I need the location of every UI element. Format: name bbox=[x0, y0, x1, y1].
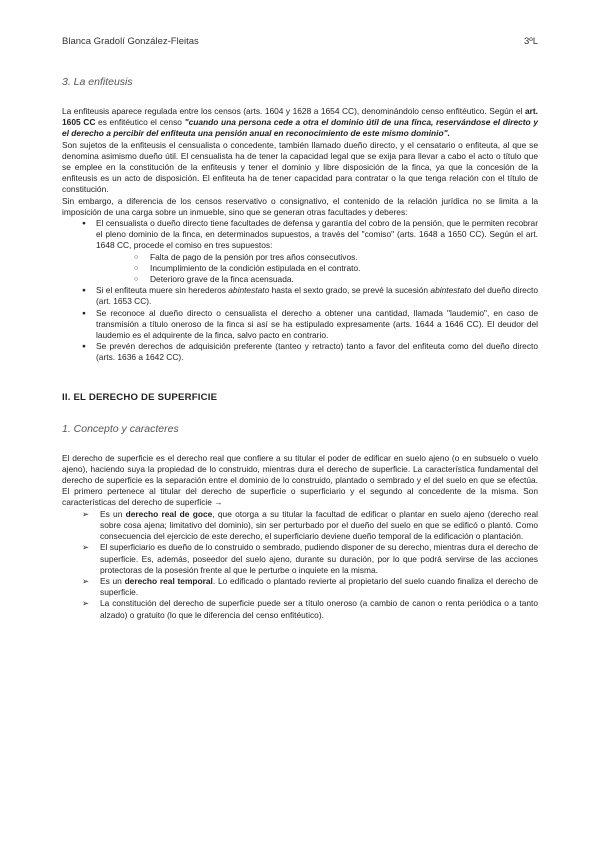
arrow-bullet-icon: ➢ bbox=[82, 542, 90, 553]
enfiteusis-paragraph-2: Son sujetos de la enfiteusis el censualista o concedente, también llamado dueño directo, y el censatario o enfiteuta, al que se denomina asimismo dueño útil. El censualista ha de tener la capacidad legal que se exija para llevar a cabo el acto o título que se emplee en la constitución de la enfiteusis y tener el dominio y libre disposición de la finca, ya que la concesión de la enfiteusis es un acto de disposición. El enfiteuta ha de tener capacidad para contratar o la que tenga relación con el título de constitución. bbox=[62, 139, 538, 195]
arrow-bullet-icon: ➢ bbox=[82, 575, 90, 586]
sub-list-item: ○ Incumplimiento de la condición estipulada en el contrato. bbox=[96, 263, 538, 274]
list-item: ➢ La constitución del derecho de superficie puede ser a título oneroso (a cambio de canon o renta periódica o a tanto alzado) o gratuito (lo que le diferencia del censo enfitéutico). bbox=[82, 598, 538, 620]
header-course: 3ºL bbox=[523, 36, 538, 47]
page-header bbox=[62, 36, 538, 48]
enfiteusis-paragraph-1: La enfiteusis aparece regulada entre los censos (arts. 1604 y 1628 a 1654 CC), denominándolo censo enfitéutico. Según el art. 1605 CC es enfitéutico el censo "cuando una persona cede a otra el dominio útil de una finca, reservándose el directo y el derecho a percibir del enfiteuta una pensión anual en reconocimiento de este mismo dominio". bbox=[62, 106, 538, 139]
enfiteusis-paragraph-3: Sin embargo, a diferencia de los censos reservativo o consignativo, el contenido de la relación jurídica no se limita a la imposición de una carga sobre un inmueble, sino que se generan otras facultades y deberes: bbox=[62, 195, 538, 217]
superficie-arrow-list bbox=[62, 509, 538, 621]
list-item: ● El censualista o dueño directo tiene facultades de defensa y garantía del cobro de la pensión, que le permiten recobrar el pleno dominio de la finca, en determinados supuestos, a través del "comiso" (arts. 1648 a 1650 CC). Según el art. 1648 CC, procede el comiso en tres supuestos: ○ Falta de pago de la pensión por tres años consecutivos. ○ Incumplimiento de la condición estipulada en el contrato. ○ Deterioro grave de la finca acensuada. bbox=[62, 218, 538, 285]
comiso-sublist bbox=[96, 252, 538, 286]
list-item: ➢ Es un derecho real temporal. Lo edificado o plantado revierte al propietario del suelo cuando finaliza el derecho de superficie. bbox=[82, 575, 538, 598]
superficie-paragraph-1: El derecho de superficie es el derecho real que confiere a su titular el poder de edificar en suelo ajeno (o en subsuelo o vuelo ajeno), haciendo suya la propiedad de lo construido, mientras dura el derecho de superficie. La característica fundamental del derecho de superficie es la separación entre el dominio de lo construido, plantado o sembrado y el del suelo en que se efectúa. El primero pertenece al titular del derecho de superficie o superficiario y el segundo al concedente de la misma. Son características del derecho de superficie → bbox=[62, 452, 538, 508]
list-item: ● Si el enfiteuta muere sin herederos abintestato hasta el sexto grado, se prevé la sucesión abintestato del dueño directo (art. 1653 CC). bbox=[62, 285, 538, 307]
arrow-bullet-icon: ➢ bbox=[82, 598, 90, 609]
header-author: Blanca Gradolí González-Fleitas bbox=[62, 36, 199, 47]
list-item: ● Se prevén derechos de adquisición preferente (tanteo y retracto) tanto a favor del enfiteuta como del dueño directo (arts. 1636 a 1642 CC). bbox=[62, 341, 538, 363]
section-heading-enfiteusis: 3. La enfiteusis bbox=[62, 76, 133, 88]
section-heading-superficie: II. EL DERECHO DE SUPERFICIE bbox=[62, 391, 218, 403]
subsection-heading-concepto: 1. Concepto y caracteres bbox=[62, 422, 179, 435]
list-item: ● Se reconoce al dueño directo o censualista el derecho a obtener una cantidad, llamada "laudemio", en caso de transmisión a título oneroso de la finca si así se ha estipulado expresamente (arts. 1644 a 1646 CC). El deudor del laudemio es el adquirente de la finca, salvo pacto en contrario. bbox=[62, 308, 538, 342]
enfiteusis-bullet-list bbox=[62, 218, 538, 364]
legal-quote: "cuando una persona cede a otra el dominio útil de una finca, reservándose el directo y el derecho a percibir del enfiteuta una pensión anual en reconocimiento de este mismo dominio". bbox=[62, 117, 538, 139]
document-body bbox=[62, 76, 538, 621]
sub-list-item: ○ Deterioro grave de la finca acensuada. bbox=[96, 274, 538, 285]
arrow-bullet-icon: ➢ bbox=[82, 508, 90, 519]
sub-list-item: ○ Falta de pago de la pensión por tres años consecutivos. bbox=[96, 252, 538, 263]
list-item: ➢ El superficiario es dueño de lo construido o sembrado, pudiendo disponer de su derecho, mientras dura el derecho de superficie. Es, además, poseedor del suelo ajeno, durante su duración, por lo que podrá servirse de las acciones protectoras de la posesión frente al que le perturbe o inquiete en la misma. bbox=[82, 542, 538, 575]
list-item: ➢ Es un derecho real de goce, que otorga a su titular la facultad de edificar o plantar en suelo ajeno (derecho real sobre cosa ajena; limitativo del dominio), sin ser perturbado por el dueño del suelo en que se edificó o plantó. Como consecuencia del ejercicio de este derecho, el superficiario deviene dueño temporal de la edificación o plantación. bbox=[82, 508, 538, 542]
article-reference: art. 1605 CC bbox=[62, 106, 538, 128]
